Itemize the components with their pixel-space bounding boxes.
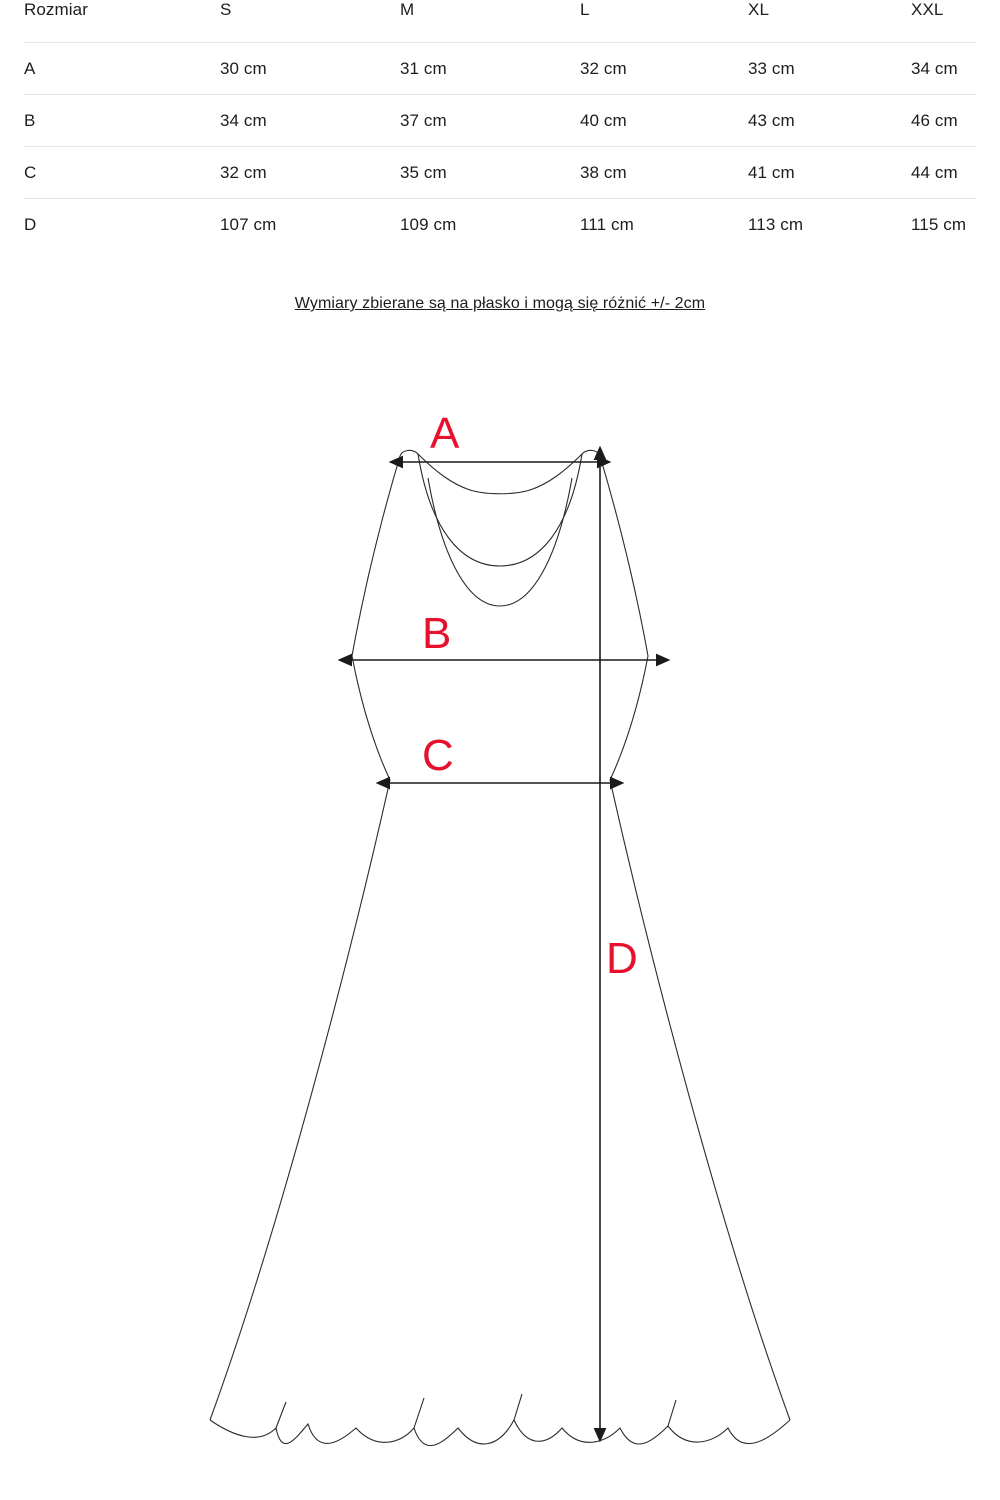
row-label-a: A [24,43,220,95]
cell-c-s: 32 cm [220,147,400,199]
cell-a-xl: 33 cm [748,43,911,95]
cell-b-m: 37 cm [400,95,580,147]
cell-d-xl: 113 cm [748,215,804,234]
row-label-b: B [24,95,220,147]
row-label-c: C [24,147,220,199]
cell-d-m: 109 cm [400,215,457,234]
cell-b-xl: 43 cm [748,95,911,147]
column-header-m: M [400,0,580,43]
column-header-rozmiar: Rozmiar [24,0,220,43]
cell-b-l: 40 cm [580,95,748,147]
cell-d-l: 111 cm [580,215,634,234]
cell-a-l: 32 cm [580,43,748,95]
column-header-l: L [580,0,748,43]
measurement-label-a: A [430,409,460,458]
measurement-a [403,409,597,462]
measurement-b [352,609,656,660]
cell-a-xxl: 34 cm [911,43,976,95]
cell-a-s: 30 cm [220,43,400,95]
column-header-s: S [220,0,400,43]
measurement-label-d: D [606,934,638,983]
measurement-c [390,731,610,783]
cell-a-m: 31 cm [400,43,580,95]
cell-c-xxl: 44 cm [911,147,976,199]
table-row [24,199,976,251]
column-header-xl: XL [748,0,911,43]
cell-c-xl: 41 cm [748,147,911,199]
table-header-row [24,0,976,43]
table-row [24,147,976,199]
row-label-d: D [24,215,37,234]
garment-diagram [0,398,1000,1488]
size-chart-table [24,0,976,250]
table-row [24,43,976,95]
column-header-xxl: XXL [911,0,976,43]
cell-c-l: 38 cm [580,147,748,199]
measurement-d [600,460,638,1428]
measurement-note: Wymiary zbierane są na płasko i mogą się różnić +/- 2cm [294,295,706,312]
measurement-label-b: B [422,609,452,658]
measurement-label-c: C [422,731,454,780]
cell-b-s: 34 cm [220,95,400,147]
cell-d-xxl: 115 cm [911,215,967,234]
cell-b-xxl: 46 cm [911,95,976,147]
table-row [24,95,976,147]
cell-d-s: 107 cm [220,215,277,234]
cell-c-m: 35 cm [400,147,580,199]
dress-outline [210,450,790,1445]
